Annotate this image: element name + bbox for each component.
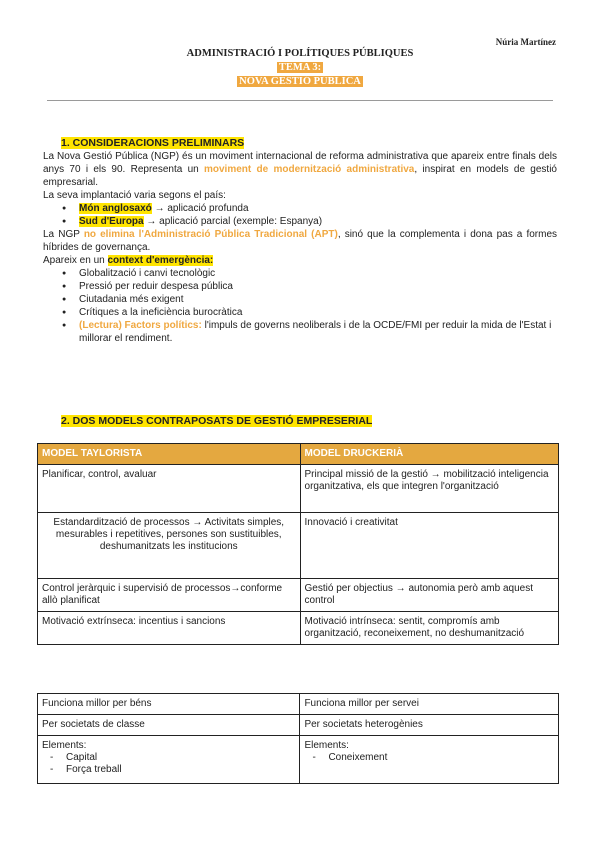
elements-label: Elements: bbox=[304, 740, 349, 751]
table-row: Motivació extrínseca: incentius i sancions Motivació intrínseca: sentit, compromís amb organització, reconeixement, no deshumanització bbox=[38, 612, 559, 645]
title-divider bbox=[47, 100, 553, 101]
table-row: Control jeràrquic i supervisió de processos→conforme allò planificat Gestió per objectius → autonomia però amb aquest control bbox=[38, 579, 559, 612]
ngp-paragraph: La NGP no elimina l'Administració Pública Tradicional (APT), sinó que la complementa i dona pas a formes híbrides de governança. bbox=[43, 229, 558, 253]
section-1-heading: 1. CONSIDERACIONS PRELIMINARS bbox=[61, 137, 245, 149]
list-item: ● (Lectura) Factors polítics: l'impuls de governs neoliberals i de la OCDE/FMI per reduir la mida de l'Estat i millorar el rendiment. bbox=[43, 319, 557, 345]
list-item: - Coneixement bbox=[312, 752, 388, 763]
list-item: - Capital bbox=[50, 752, 98, 763]
highlight-context: context d'emergència: bbox=[107, 255, 214, 266]
table-row: Estandardització de processos → Activitats simples, mesurables i repetitives, persones son sustituibles, deshumanitzats les institucions Innovació i creativitat bbox=[38, 513, 559, 579]
intro-paragraph: La Nova Gestió Pública (NGP) és un moviment internacional de reforma administrativa que apareix entre finals dels anys 70 i els 90. Representa un moviment de modernització administrativa, inspirat en models de gestió empresarial. bbox=[43, 151, 557, 188]
topic-title: NOVA GESTIÓ PÚBLICA bbox=[239, 76, 361, 87]
context-paragraph: Apareix en un context d'emergència: bbox=[43, 255, 214, 266]
list-item: ● Ciutadania més exigent bbox=[43, 293, 557, 306]
list-item: ● Pressió per reduir despesa pública bbox=[43, 280, 557, 293]
document-title: ADMINISTRACIÓ I POLÍTIQUES PÚBLIQUES bbox=[186, 48, 414, 59]
elements-label: Elements: bbox=[42, 740, 87, 751]
models-table bbox=[37, 443, 559, 645]
column-header-druckerian: MODEL DRUCKERIÀ bbox=[300, 444, 558, 465]
list-item: ● Crítiques a la ineficiència burocràtica bbox=[43, 306, 557, 319]
list-item: - Força treball bbox=[50, 764, 122, 775]
implantation-paragraph: La seva implantació varia segons el país: bbox=[43, 190, 226, 201]
table-row: Per societats de classe Per societats heterogènies bbox=[38, 715, 559, 736]
highlight-apt: no elimina l'Administració Pública Tradicional (APT) bbox=[83, 229, 338, 240]
document-title-block bbox=[0, 47, 600, 89]
context-list bbox=[43, 267, 557, 345]
highlight-modernization: moviment de modernització administrativa bbox=[204, 164, 415, 175]
section-2-heading-wrap bbox=[43, 415, 557, 428]
list-item: ● Món anglosaxó → aplicació profunda bbox=[43, 202, 557, 215]
countries-list bbox=[43, 202, 557, 228]
comparison-table bbox=[37, 693, 559, 784]
lecture-label: (Lectura) Factors polítics: bbox=[79, 320, 202, 331]
table-row bbox=[38, 736, 559, 784]
section-1 bbox=[43, 137, 557, 345]
column-header-taylorist: MODEL TAYLORISTA bbox=[38, 444, 301, 465]
list-item: ● Globalització i canvi tecnològic bbox=[43, 267, 557, 280]
author-name: Núria Martínez bbox=[495, 37, 556, 47]
section-2-heading: 2. DOS MODELS CONTRAPOSATS DE GESTIÓ EMPRESERIAL bbox=[61, 415, 373, 427]
topic-number: TEMA 3: bbox=[278, 62, 322, 73]
list-item: ● Sud d'Europa → aplicació parcial (exemple: Espanya) bbox=[43, 215, 557, 228]
table-row: Planificar, control, avaluar Principal missió de la gestió → mobilització inteligencia organitzativa, els que integren l'organització bbox=[38, 465, 559, 513]
table-row: Funciona millor per béns Funciona millor per servei bbox=[38, 694, 559, 715]
